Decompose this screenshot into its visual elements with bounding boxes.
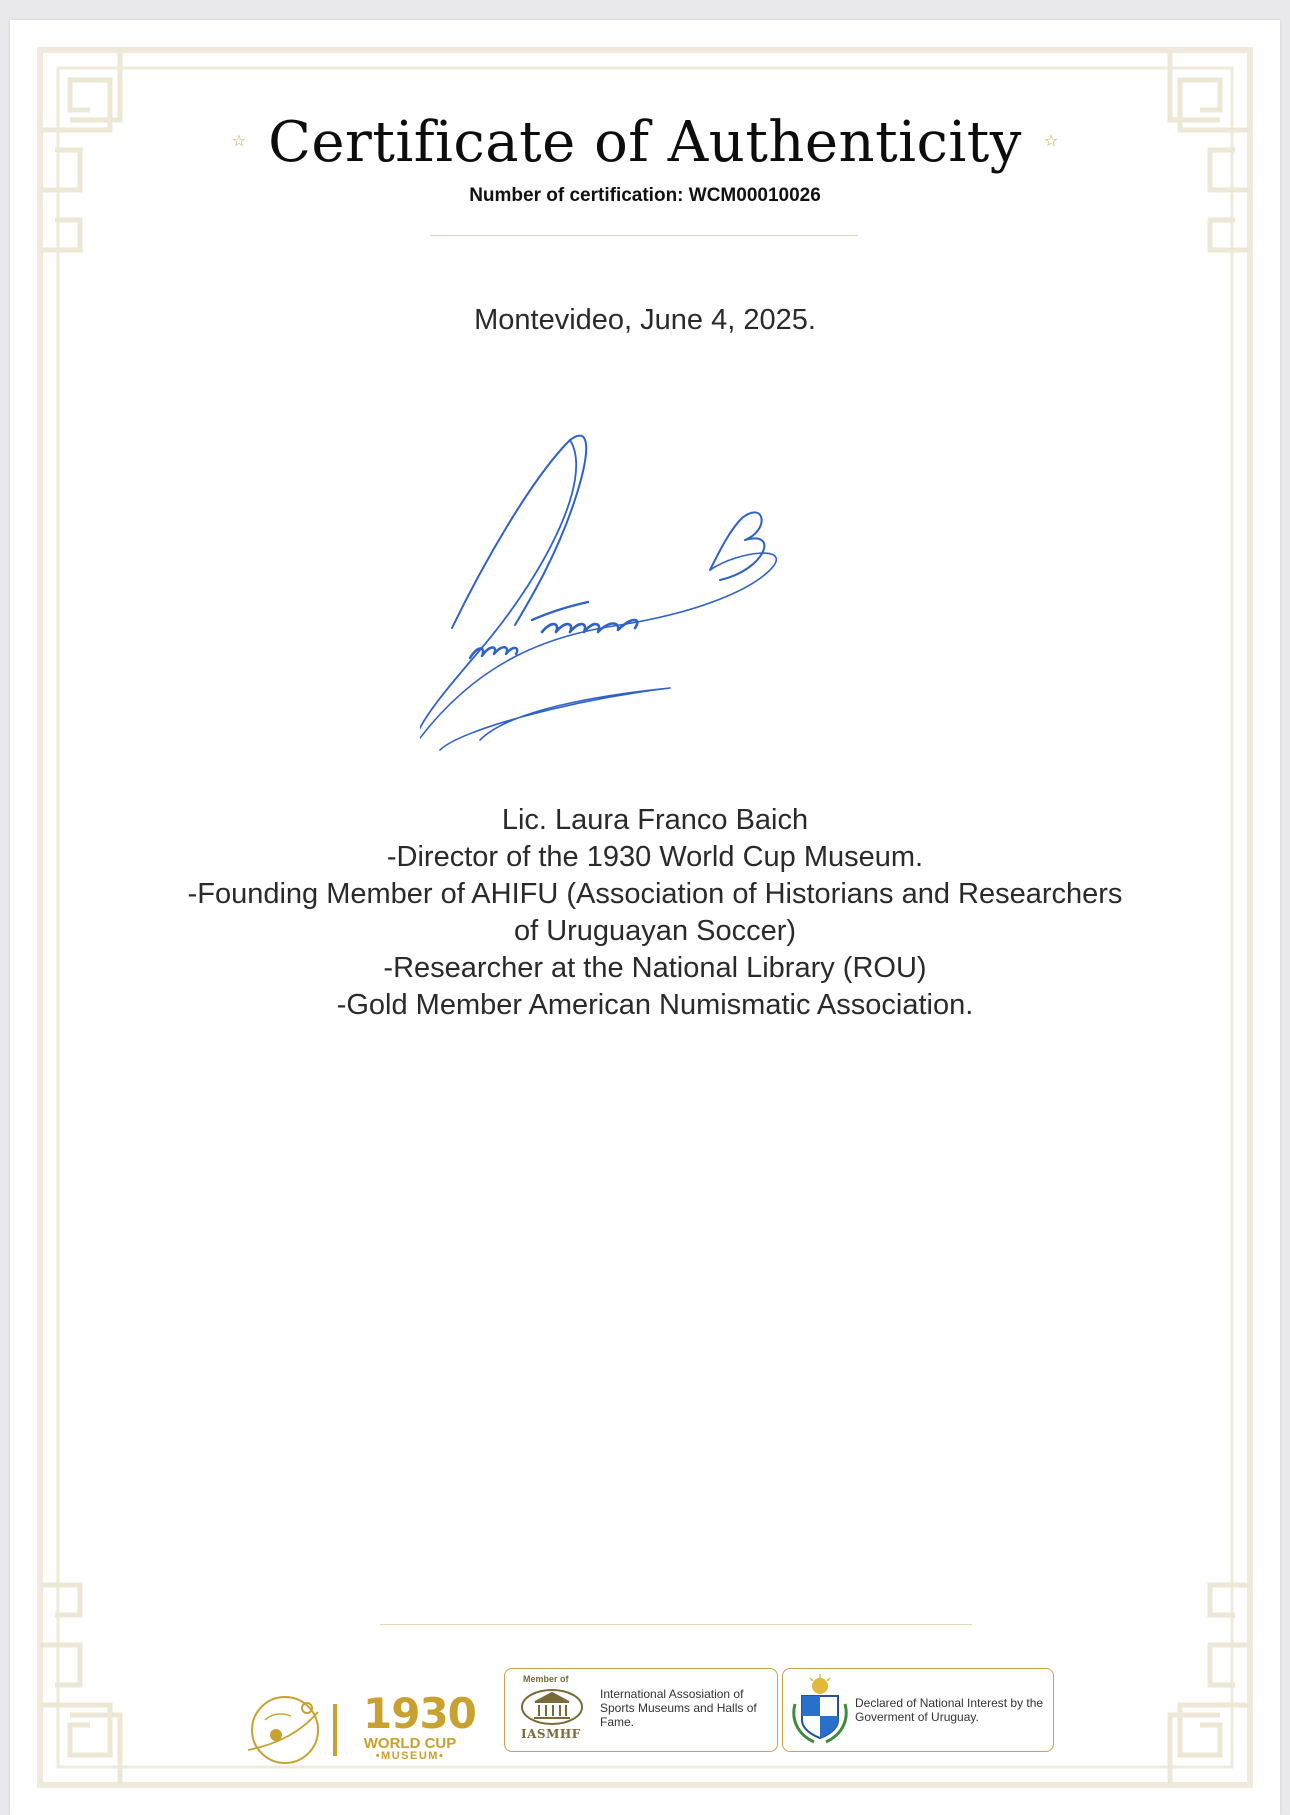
museum-logo-line1: WORLD CUP <box>363 1735 457 1752</box>
handwritten-signature <box>420 420 890 760</box>
signer-details <box>90 802 1220 1024</box>
signer-credential: -Director of the 1930 World Cup Museum. <box>386 841 924 873</box>
signer-credential: -Gold Member American Numismatic Association. <box>336 989 974 1021</box>
signer-credential: -Founding Member of AHIFU (Association of Historians and Researchers <box>187 878 1123 910</box>
footer-divider <box>380 1624 972 1625</box>
divider <box>430 235 858 236</box>
star-icon: ☆ <box>1043 133 1059 150</box>
certificate-page <box>10 20 1280 1815</box>
national-interest-text: Declared of National Interest by the Goverment of Uruguay. <box>855 1696 1044 1724</box>
museum-logo <box>243 1690 478 1770</box>
certification-number: Number of certification: WCM00010026 <box>469 185 821 206</box>
iasmhf-acronym: IASMHF <box>521 1727 581 1741</box>
signer-credential: -Researcher at the National Library (ROU) <box>383 952 927 984</box>
museum-logo-line2: •MUSEUM• <box>375 1750 445 1762</box>
football-emblem-icon <box>243 1690 343 1770</box>
star-icon: ☆ <box>231 133 247 150</box>
title-row <box>10 102 1280 182</box>
iasmhf-badge <box>504 1668 778 1752</box>
museum-logo-number: 1930 <box>363 1689 476 1738</box>
signer-credential: of Uruguayan Soccer) <box>513 915 797 947</box>
national-interest-badge <box>782 1668 1054 1752</box>
iasmhf-description: International Assosiation of Sports Museums and Halls of Fame. <box>600 1687 757 1729</box>
museum-building-icon <box>517 1685 587 1730</box>
uruguay-coat-of-arms-icon <box>789 1674 851 1746</box>
certificate-title: Certificate of Authenticity <box>268 109 1022 175</box>
place-and-date: Montevideo, June 4, 2025. <box>474 304 816 336</box>
signer-name: Lic. Laura Franco Baich <box>501 804 809 836</box>
member-label: Member of <box>523 1674 569 1684</box>
